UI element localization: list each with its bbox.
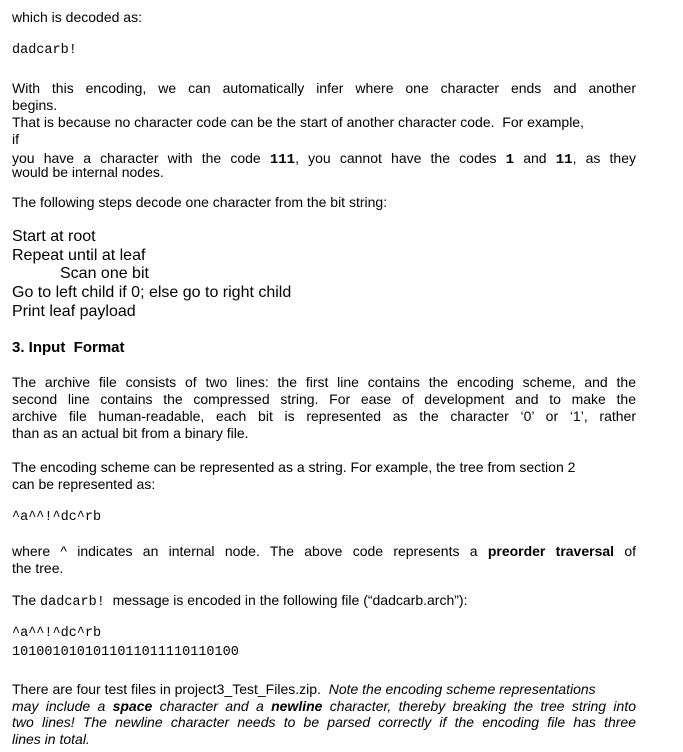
text-run: The <box>12 592 37 608</box>
tree-code: ^a^^!^dc^rb <box>12 510 102 525</box>
text-run: may include a <box>12 698 106 714</box>
text-run: character, thereby breaking the tree string into <box>329 698 636 714</box>
step-item: Scan one bit <box>60 265 149 282</box>
inline-code: 11 <box>555 152 573 168</box>
text-run: of <box>624 543 637 559</box>
paragraph-line: lines in total. <box>12 731 90 747</box>
paragraph-line: if <box>12 131 19 147</box>
file-line: 1010010101011011011110110100 <box>12 645 239 660</box>
step-item: Go to left child if 0; else go to right child <box>12 284 292 301</box>
paragraph-line: second line contains the compressed string. For ease of development and to make the <box>12 391 636 407</box>
text-run: message is encoded in the following file (“dadcarb.arch”): <box>112 592 468 608</box>
paragraph-line: can be represented as: <box>12 476 156 492</box>
inline-code: dadcarb! <box>40 595 105 610</box>
paragraph-line <box>12 543 636 559</box>
paragraph-line <box>12 698 636 714</box>
step-item: Repeat until at leaf <box>12 247 146 264</box>
text-run: There are four test files in project3_Test_Files.zip. <box>12 681 321 697</box>
step-item: Start at root <box>12 228 96 245</box>
paragraph-line: than as an actual bit from a binary file. <box>12 425 249 441</box>
section-heading: 3. Input Format <box>12 339 125 356</box>
inline-code: 1 <box>505 152 515 168</box>
bold-text: preorder traversal <box>487 543 615 559</box>
italic-text: Note the encoding scheme representations <box>328 681 596 697</box>
paragraph-line: the tree. <box>12 560 64 576</box>
paragraph-line: two lines! The newline character needs to be parsed correctly if the encoding file has three <box>12 714 636 730</box>
bold-text: space <box>112 698 153 714</box>
inline-code: 111 <box>269 152 296 168</box>
text-run: where ^ indicates an internal node. The above code represents a <box>12 543 478 559</box>
paragraph-line: The encoding scheme can be represented as a string. For example, the tree from section 2 <box>12 459 576 475</box>
text-run: , you cannot have the codes <box>295 150 497 166</box>
file-line: ^a^^!^dc^rb <box>12 626 102 641</box>
text-run: you have a character with the code <box>12 150 261 166</box>
decoded-code: dadcarb! <box>12 43 77 58</box>
paragraph-line <box>12 681 596 697</box>
text-run: character and a <box>159 698 264 714</box>
paragraph-line: The archive file consists of two lines: the first line contains the encoding scheme, and the <box>12 374 636 390</box>
paragraph-line: That is because no character code can be the start of another character code. For example, <box>12 114 584 130</box>
text-run: , as they <box>572 150 637 166</box>
step-item: Print leaf payload <box>12 303 136 320</box>
steps-intro: The following steps decode one character from the bit string: <box>12 194 388 210</box>
decoded-label: which is decoded as: <box>12 9 142 25</box>
bold-text: newline <box>271 698 323 714</box>
paragraph-line: archive file human-readable, each bit is represented as the character ‘0’ or ‘1’, rather <box>12 408 636 424</box>
paragraph-line <box>12 592 467 611</box>
paragraph-line: With this encoding, we can automatically infer where one character ends and another <box>12 80 636 96</box>
paragraph-line: would be internal nodes. <box>12 164 164 180</box>
paragraph-line: begins. <box>12 97 58 113</box>
text-run: and <box>523 150 547 166</box>
